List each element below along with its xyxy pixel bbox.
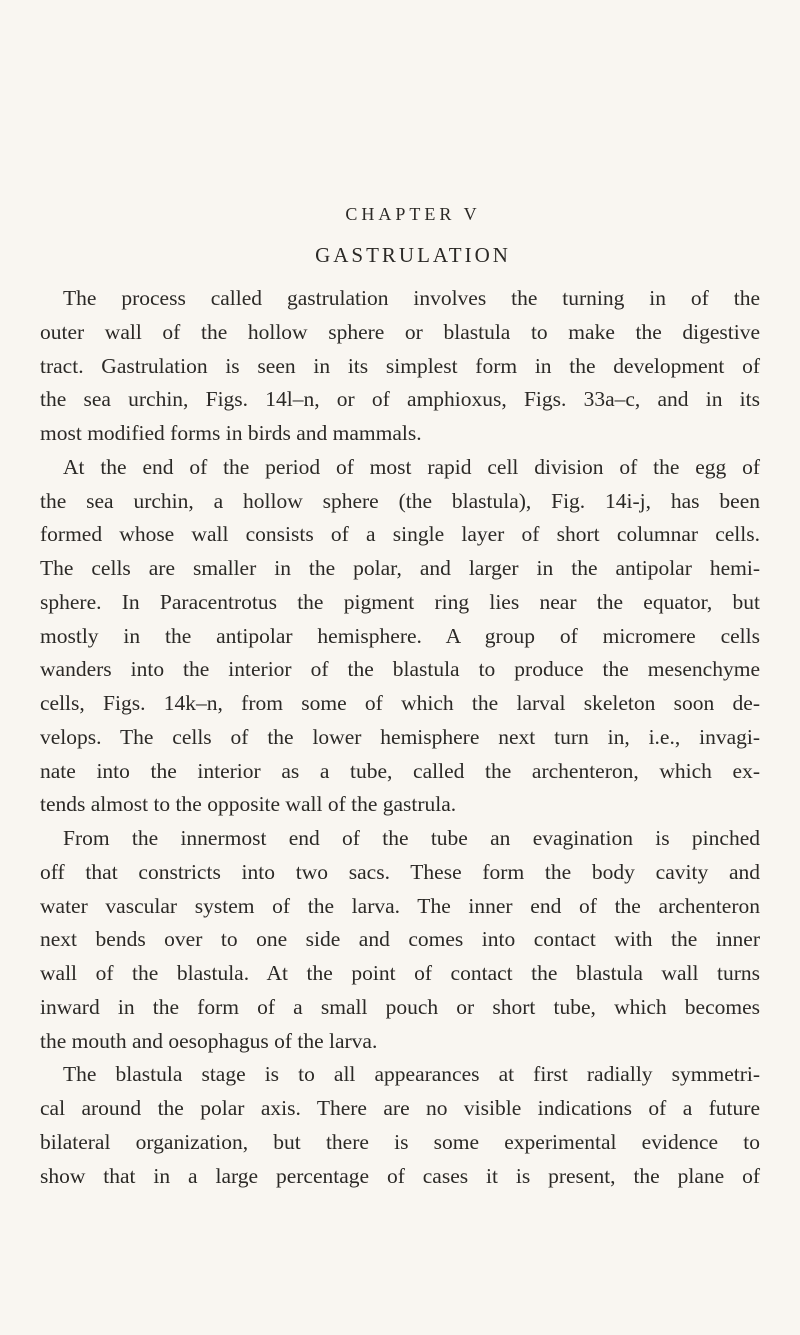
paragraph-line: the mouth and oesophagus of the larva. (40, 1028, 378, 1053)
paragraph-line: cells, Figs. 14k–n, from some of which the larval skeleton soon de- (40, 691, 760, 715)
paragraph-line: From the innermost end of the tube an evagination is pinched (63, 826, 760, 850)
paragraph-line: The blastula stage is to all appearances at first radially symmetri- (63, 1062, 760, 1087)
paragraph (40, 282, 760, 451)
paragraph-line: show that in a large percentage of cases it is present, the plane of (40, 1163, 760, 1188)
paragraph-line: the sea urchin, a hollow sphere (the blastula), Fig. 14i-j, has been (40, 488, 760, 513)
paragraph-line: cal around the polar axis. There are no visible indications of a future (40, 1096, 760, 1120)
paragraph-line: most modified forms in birds and mammals. (40, 421, 422, 445)
paragraph-line: outer wall of the hollow sphere or blastula to make the digestive (40, 319, 760, 344)
paragraph-line: velops. The cells of the lower hemisphere next turn in, i.e., invagi- (40, 724, 760, 749)
body-text (40, 282, 760, 1193)
paragraph-line: next bends over to one side and comes into contact with the inner (40, 927, 760, 952)
chapter-title: GASTRULATION (315, 243, 511, 267)
paragraph-line: water vascular system of the larva. The inner end of the archenteron (40, 893, 760, 918)
paragraph-line: mostly in the antipolar hemisphere. A group of micromere cells (40, 623, 760, 648)
paragraph-line: inward in the form of a small pouch or short tube, which becomes (40, 994, 760, 1019)
paragraph-line: wall of the blastula. At the point of contact the blastula wall turns (40, 961, 760, 985)
paragraph-line: off that constricts into two sacs. These form the body cavity and (40, 859, 760, 884)
paragraph-line: The process called gastrulation involves the turning in of the (63, 286, 760, 310)
paragraph (40, 822, 760, 1058)
paragraph-line: nate into the interior as a tube, called the archenteron, which ex- (40, 758, 760, 783)
paragraph (40, 451, 760, 822)
chapter-number: CHAPTER V (345, 204, 481, 224)
paragraph-line: bilateral organization, but there is some experimental evidence to (40, 1129, 760, 1154)
paragraph-line: sphere. In Paracentrotus the pigment ring lies near the equator, but (40, 589, 760, 614)
paragraph-line: the sea urchin, Figs. 14l–n, or of amphioxus, Figs. 33a–c, and in its (40, 387, 760, 412)
paragraph-line: The cells are smaller in the polar, and larger in the antipolar hemi- (40, 556, 760, 580)
paragraph (40, 1058, 760, 1193)
paragraph-line: tract. Gastrulation is seen in its simplest form in the development of (40, 353, 760, 378)
paragraph-line: formed whose wall consists of a single layer of short columnar cells. (40, 522, 760, 547)
paragraph-line: wanders into the interior of the blastula to produce the mesenchyme (40, 657, 760, 682)
paragraph-line: tends almost to the opposite wall of the gastrula. (40, 792, 457, 817)
paragraph-line: At the end of the period of most rapid cell division of the egg of (63, 454, 760, 479)
